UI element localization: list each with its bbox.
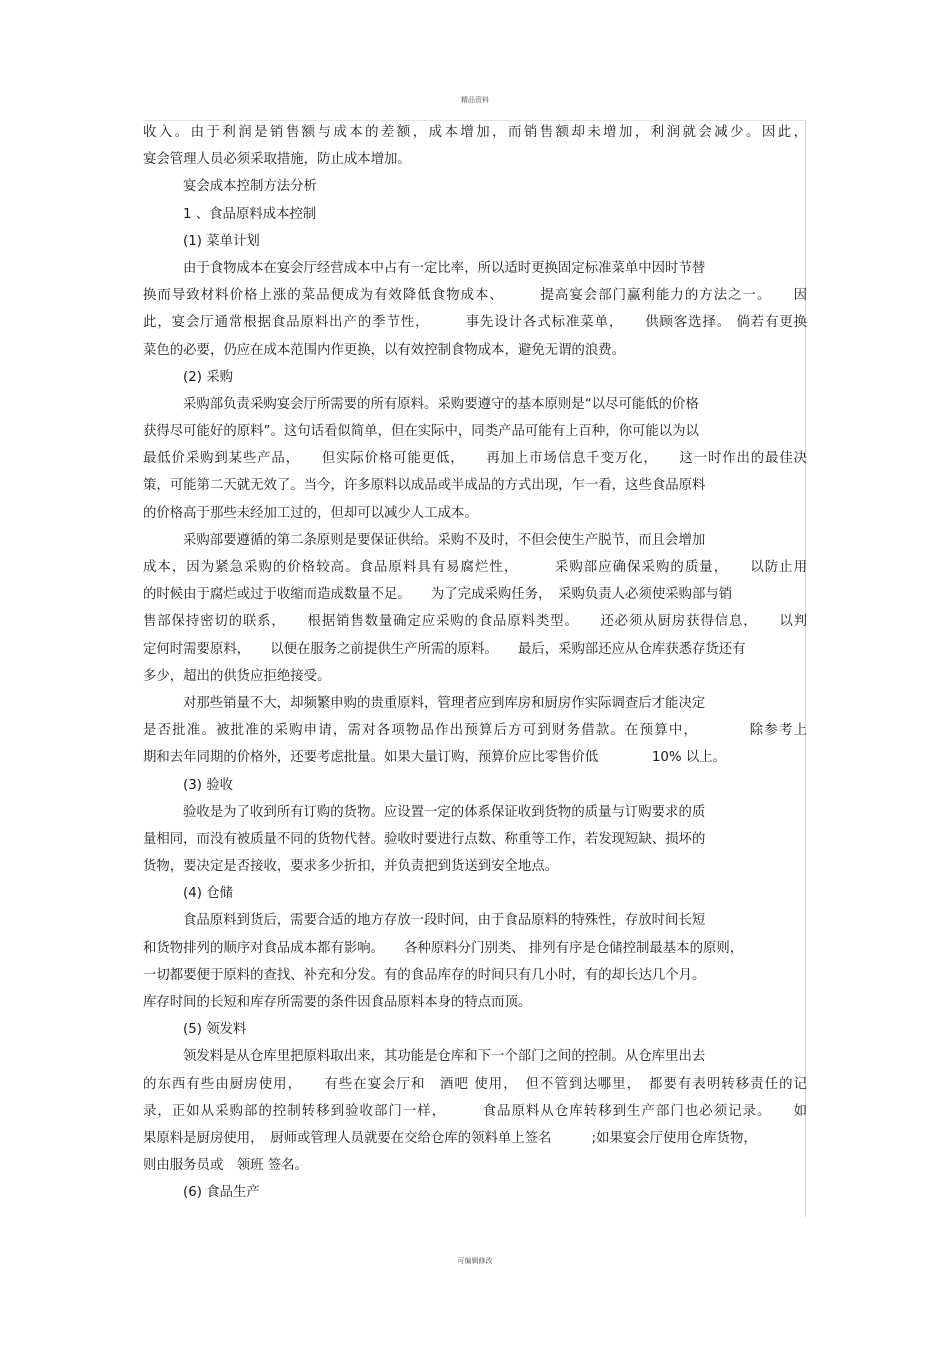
paragraph-line: 收入。由于利润是销售额与成本的差额，成本增加，而销售额却未增加，利润就会减少。因此， — [143, 125, 807, 140]
subsection-heading: (6) 食品生产 — [183, 1185, 260, 1201]
paragraph-line: 货物，要决定是否接收，要求多少折扣，并负责把到货送到安全地点。 — [143, 859, 559, 875]
paragraph-line: 期和去年同期的价格外，还要考虑批量。如果大量订购，预算价应比零售价低 10% 以上。 — [143, 750, 727, 766]
paragraph-line: 换而导致材料价格上涨的菜品便成为有效降低食物成本、 提高宴会部门赢利能力的方法之一。 因 — [143, 288, 807, 304]
paragraph-line: 的时候由于腐烂或过于收缩而造成数量不足。 为了完成采购任务， 采购负责人必须使采购部与销 — [143, 587, 733, 603]
paragraph-line: 和货物排列的顺序对食品成本都有影响。 各种原料分门别类、 排列有序是仓储控制最基本的原则， — [143, 940, 744, 956]
paragraph-line: 策，可能第二天就无效了。当今，许多原料以成品或半成品的方式出现，乍一看，这些食品原料 — [143, 478, 706, 494]
paragraph-line: 对那些销量不大，却频繁申购的贵重原料，管理者应到库房和厨房作实际调查后才能决定 — [183, 695, 706, 711]
paragraph-line: 果原料是厨房使用， 厨师或管理人员就要在交给仓库的领料单上签名 ;如果宴会厅使用仓库货物， — [143, 1130, 757, 1146]
subsection-heading: (5) 领发料 — [183, 1022, 247, 1038]
paragraph-line: 获得尽可能好的原料”。这句话看似简单，但在实际中，同类产品可能有上百种，你可能以为以 — [143, 424, 699, 440]
page-footer: 可编辑修改 — [457, 1257, 493, 1265]
paragraph-line: 多少，超出的供货应拒绝接受。 — [143, 668, 331, 684]
page-header: 精品资料 — [461, 96, 489, 104]
section-heading: 1 、食品原料成本控制 — [183, 206, 317, 222]
document-body — [143, 119, 807, 1207]
paragraph-line: 量相同，而没有被质量不同的货物代替。验收时要进行点数、称重等工作，若发现短缺、损坏的 — [143, 831, 706, 847]
subsection-heading: (4) 仓储 — [183, 886, 234, 902]
paragraph-line: 此，宴会厅通常根据食品原料出产的季节性， 事先设计各式标准菜单， 供顾客选择。 倘若有更换 — [143, 315, 807, 331]
paragraph-line: 库存时间的长短和库存所需要的条件因食品原料本身的特点而顶。 — [143, 995, 532, 1010]
paragraph-line: 成本，因为紧急采购的价格较高。食品原料具有易腐烂性， 采购部应确保采购的质量， 以防止用 — [143, 560, 807, 575]
paragraph-line: 宴会管理人员必须采取措施，防止成本增加。 — [143, 152, 411, 168]
paragraph-line: 食品原料到货后，需要合适的地方存放一段时间，由于食品原料的特殊性，存放时间长短 — [183, 913, 706, 929]
paragraph-line: 领发料是从仓库里把原料取出来，其功能是仓库和下一个部门之间的控制。从仓库里出去 — [183, 1049, 706, 1065]
section-heading: 宴会成本控制方法分析 — [183, 179, 317, 195]
paragraph-line: 由于食物成本在宴会厅经营成本中占有一定比率，所以适时更换固定标准菜单中因时节替 — [183, 260, 706, 276]
subsection-heading: (3) 验收 — [183, 777, 234, 793]
paragraph-line: 采购部要遵循的第二条原则是要保证供给。采购不及时，不但会使生产脱节，而且会增加 — [183, 532, 706, 548]
paragraph-line: 的东西有些由厨房使用， 有些在宴会厅和 酒吧 使用， 但不管到达哪里， 都要有表明转移责任的记 — [143, 1076, 807, 1092]
paragraph-line: 定何时需要原料， 以便在服务之前提供生产所需的原料。 最后，采购部还应从仓库获悉存货还有 — [143, 641, 746, 657]
paragraph-line: 一切都要便于原料的查找、补充和分发。有的食品库存的时间只有几小时，有的却长达几个月。 — [143, 967, 706, 983]
paragraph-line: 菜色的必要，仍应在成本范围内作更换，以有效控制食物成本，避免无谓的浪费。 — [143, 342, 626, 358]
paragraph-line: 采购部负责采购宴会厅所需要的所有原料。采购要遵守的基本原则是“以尽可能低的价格 — [183, 396, 699, 412]
paragraph-line: 验收是为了收到所有订购的货物。应设置一定的体系保证收到货物的质量与订购要求的质 — [183, 804, 706, 820]
subsection-heading: (1) 菜单计划 — [183, 233, 260, 249]
paragraph-line: 最低价采购到某些产品， 但实际价格可能更低， 再加上市场信息千变万化， 这一时作出的最佳决 — [143, 451, 807, 467]
paragraph-line: 则由服务员或 领班 签名。 — [143, 1158, 308, 1174]
paragraph-line: 录，正如从采购部的控制转移到验收部门一样， 食品原料从仓库转移到生产部门也必须记录。 如 — [143, 1103, 807, 1119]
paragraph-line: 是否批准。被批准的采购申请，需对各项物品作出预算后方可到财务借款。在预算中， 除参考上 — [143, 723, 807, 739]
paragraph-line: 售部保持密切的联系， 根据销售数量确定应采购的食品原料类型。 还必须从厨房获得信息， 以判 — [143, 614, 807, 630]
paragraph-line: 的价格高于那些未经加工过的，但却可以减少人工成本。 — [143, 505, 478, 521]
subsection-heading: (2) 采购 — [183, 369, 234, 385]
